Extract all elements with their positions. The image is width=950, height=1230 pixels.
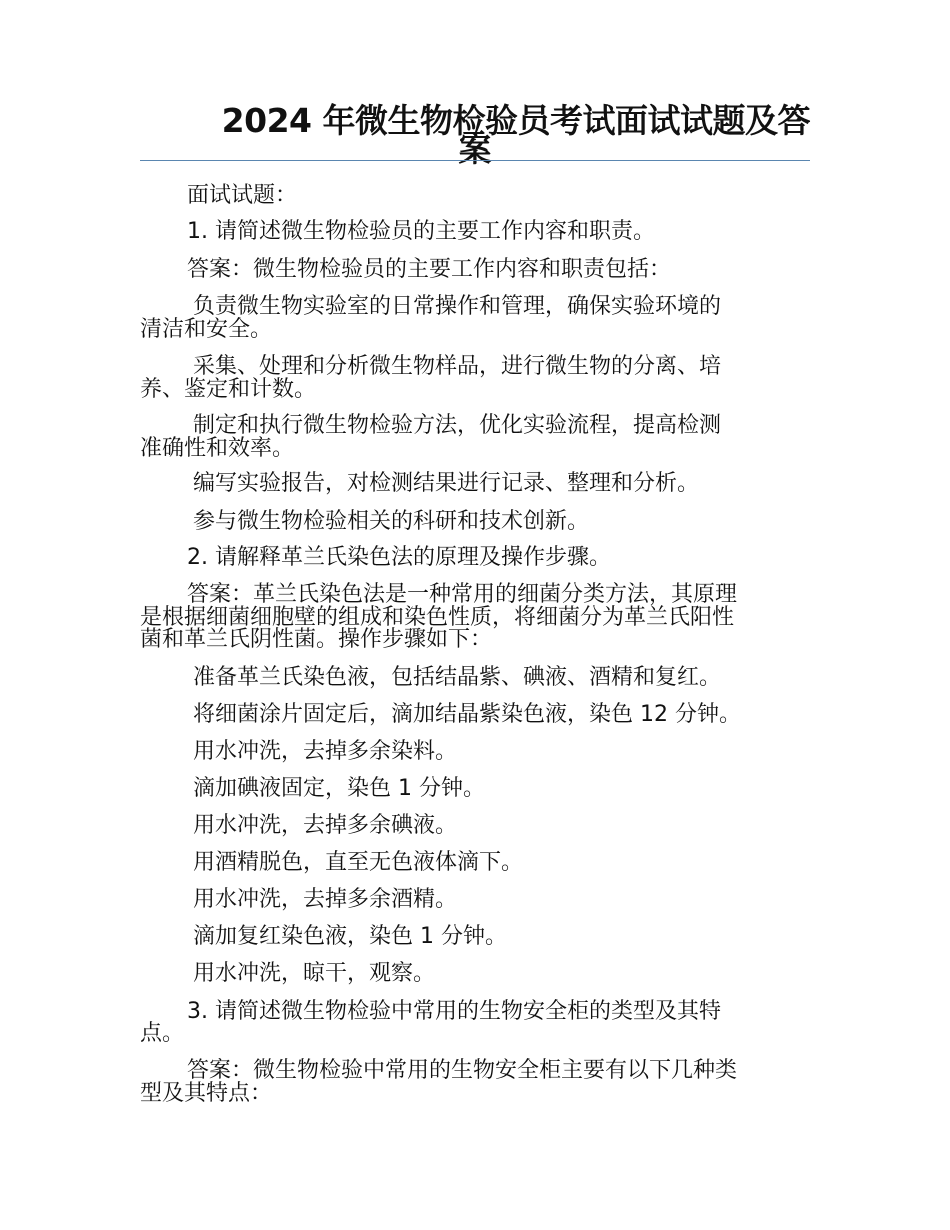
answer-2-line: 是根据细菌细胞壁的组成和染色性质，将细菌分为革兰氏阳性	[140, 605, 735, 630]
answer-2-step: 用水冲洗，去掉多余碘液。	[193, 813, 458, 838]
answer-2-step: 用酒精脱色，直至无色液体滴下。	[193, 850, 524, 875]
title-underline-divider	[140, 160, 810, 161]
answer-1-item-line: 清洁和安全。	[140, 317, 273, 342]
document-title: 2024 年微生物检验员考试面试试题及答	[221, 101, 810, 140]
question-3-line: 点。	[140, 1021, 185, 1046]
answer-1-item: 参与微生物检验相关的科研和技术创新。	[193, 509, 590, 534]
answer-1-item-line: 采集、处理和分析微生物样品，进行微生物的分离、培	[193, 354, 722, 379]
answer-2-step: 滴加碘液固定，染色 1 分钟。	[193, 776, 485, 801]
answer-3-line: 型及其特点：	[140, 1081, 273, 1106]
answer-1-intro: 答案：微生物检验员的主要工作内容和职责包括：	[187, 257, 672, 282]
answer-2-line: 菌和革兰氏阴性菌。操作步骤如下：	[140, 627, 493, 652]
answer-1-item-line: 制定和执行微生物检验方法，优化实验流程，提高检测	[193, 413, 722, 438]
answer-3-line: 答案：微生物检验中常用的生物安全柜主要有以下几种类	[187, 1058, 738, 1083]
section-heading: 面试试题：	[187, 183, 298, 208]
answer-2-step: 用水冲洗，去掉多余酒精。	[193, 887, 458, 912]
answer-2-step: 将细菌涂片固定后，滴加结晶紫染色液，染色 12 分钟。	[193, 702, 741, 727]
answer-2-step: 用水冲洗，去掉多余染料。	[193, 739, 458, 764]
answer-2-step: 滴加复红染色液，染色 1 分钟。	[193, 924, 507, 949]
answer-1-item: 编写实验报告，对检测结果进行记录、整理和分析。	[193, 471, 700, 496]
answer-1-item-line: 负责微生物实验室的日常操作和管理，确保实验环境的	[193, 294, 722, 319]
question-3-line: 3. 请简述微生物检验中常用的生物安全柜的类型及其特	[187, 999, 721, 1024]
answer-2-step: 用水冲洗，晾干，观察。	[193, 961, 436, 986]
question-2: 2. 请解释革兰氏染色法的原理及操作步骤。	[187, 545, 611, 570]
question-1: 1. 请简述微生物检验员的主要工作内容和职责。	[187, 219, 655, 244]
answer-1-item-line: 准确性和效率。	[140, 436, 295, 461]
answer-1-item-line: 养、鉴定和计数。	[140, 377, 317, 402]
answer-2-step: 准备革兰氏染色液，包括结晶紫、碘液、酒精和复红。	[193, 665, 722, 690]
answer-2-line: 答案：革兰氏染色法是一种常用的细菌分类方法，其原理	[187, 582, 738, 607]
document-title-continuation: 案	[458, 130, 492, 169]
